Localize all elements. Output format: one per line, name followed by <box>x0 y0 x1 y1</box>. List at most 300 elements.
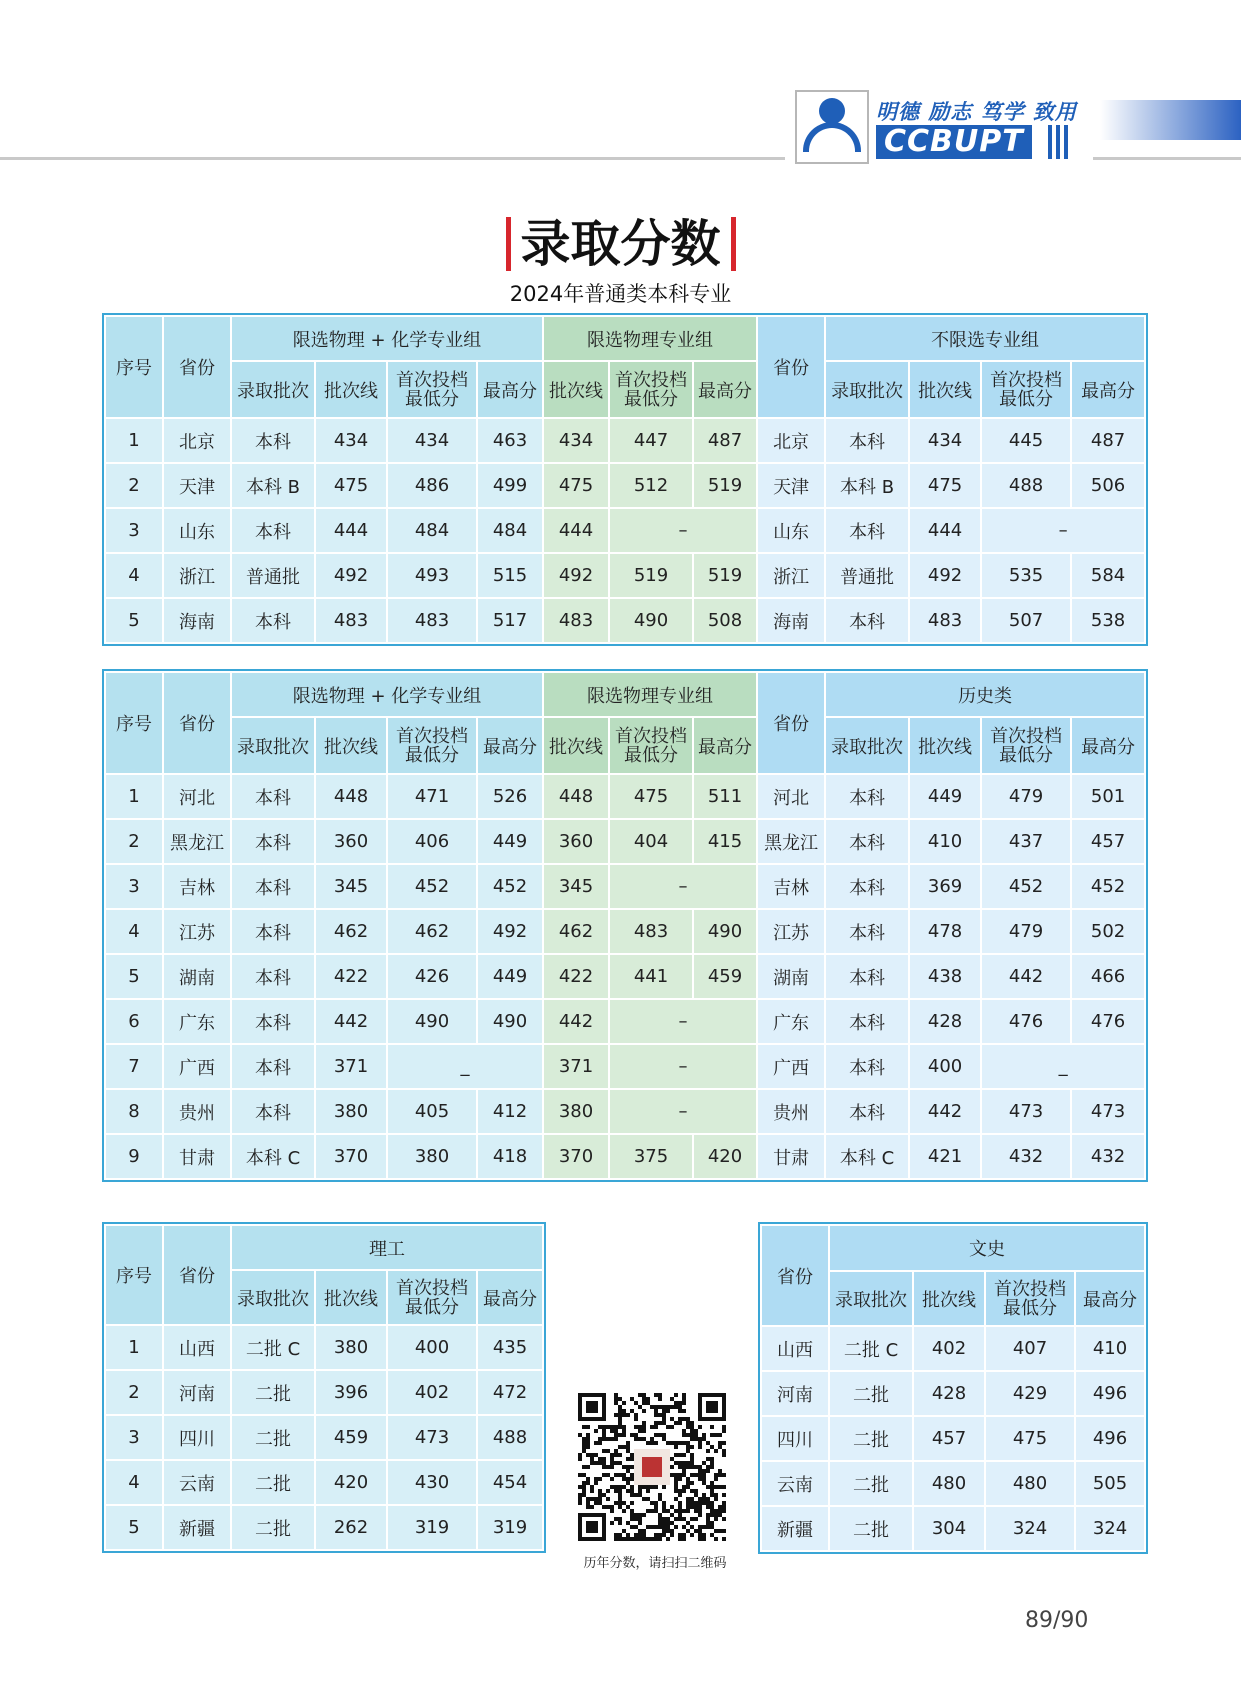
table-cell: 二批 <box>231 1415 315 1460</box>
table-cell: 400 <box>909 1044 981 1089</box>
table-cell: 475 <box>985 1416 1075 1461</box>
table-cell: 511 <box>693 774 757 819</box>
header-group-b: 限选物理专业组 <box>543 316 757 361</box>
table-row <box>105 1505 543 1550</box>
table-cell: 422 <box>315 954 387 999</box>
table-cell: 本科 C <box>231 1134 315 1179</box>
table-cell: 452 <box>477 864 543 909</box>
table-cell: 5 <box>105 954 163 999</box>
table-cell: 430 <box>387 1460 477 1505</box>
header-max-score: 最高分 <box>693 361 757 418</box>
table-cell: 473 <box>1071 1089 1145 1134</box>
table-cell: 5 <box>105 1505 163 1550</box>
table-cell: 四川 <box>761 1416 829 1461</box>
table-cell: 454 <box>477 1460 543 1505</box>
table-cell: 海南 <box>757 598 825 643</box>
table-cell: 452 <box>981 864 1071 909</box>
table-cell: 380 <box>315 1089 387 1134</box>
table-cell: 4 <box>105 1460 163 1505</box>
table-cell: 375 <box>609 1134 693 1179</box>
header-max-score: 最高分 <box>477 717 543 774</box>
table-cell: 506 <box>1071 463 1145 508</box>
header-max-score: 最高分 <box>1071 717 1145 774</box>
table-cell: 480 <box>985 1461 1075 1506</box>
header-group-c: 不限选专业组 <box>825 316 1145 361</box>
table-cell: 428 <box>913 1371 985 1416</box>
table-row <box>105 774 1145 819</box>
table-cell: 二批 <box>829 1416 913 1461</box>
table-cell: 本科 <box>825 954 909 999</box>
table-cell: 本科 <box>231 954 315 999</box>
logo-head-shape <box>819 98 845 124</box>
brand-bars-decoration <box>1048 125 1072 159</box>
table-row <box>105 1460 543 1505</box>
table-cell: 4 <box>105 909 163 954</box>
table-cell: 二批 <box>231 1460 315 1505</box>
header-rule-left <box>0 157 785 160</box>
page-subtitle: 2024年普通类本科专业 <box>509 282 732 306</box>
table-cell: 404 <box>609 819 693 864</box>
table-cell: 319 <box>387 1505 477 1550</box>
table-cell: 二批 <box>231 1505 315 1550</box>
table-cell: 天津 <box>757 463 825 508</box>
score-table-1 <box>104 315 1146 644</box>
table-cell: 457 <box>913 1416 985 1461</box>
table-row <box>761 1371 1145 1416</box>
header-seq: 序号 <box>105 1225 163 1325</box>
table-cell: 402 <box>913 1326 985 1371</box>
table-cell: 普通批 <box>825 553 909 598</box>
table-cell: 本科 <box>825 1089 909 1134</box>
table-cell: 2 <box>105 463 163 508</box>
header-line: 批次线 <box>315 361 387 418</box>
header-min-score: 首次投档 最低分 <box>387 1270 477 1325</box>
table-cell: 本科 <box>231 909 315 954</box>
school-motto: 明德 励志 笃学 致用 <box>876 99 1077 124</box>
table-cell: 广西 <box>163 1044 231 1089</box>
header-province-2: 省份 <box>757 672 825 774</box>
table-row <box>761 1326 1145 1371</box>
table-cell: 502 <box>1071 909 1145 954</box>
table-cell: 447 <box>609 418 693 463</box>
table-cell: 本科 <box>825 598 909 643</box>
table-cell: 492 <box>543 553 609 598</box>
table-cell: 490 <box>609 598 693 643</box>
table-cell: 434 <box>909 418 981 463</box>
table-cell: 贵州 <box>757 1089 825 1134</box>
header-batch: 录取批次 <box>825 361 909 418</box>
header-min-score: 首次投档 最低分 <box>981 361 1071 418</box>
table-cell: 本科 <box>231 819 315 864</box>
table-cell: 484 <box>477 508 543 553</box>
table-row <box>105 999 1145 1044</box>
table-cell: – <box>609 864 757 909</box>
table-cell: 本科 <box>825 508 909 553</box>
table-cell: 459 <box>315 1415 387 1460</box>
table-cell: 山东 <box>163 508 231 553</box>
table-cell: 452 <box>387 864 477 909</box>
table-cell: 420 <box>315 1460 387 1505</box>
table-cell: 442 <box>909 1089 981 1134</box>
table-cell: 江苏 <box>757 909 825 954</box>
table-cell: 河北 <box>757 774 825 819</box>
table-cell: 493 <box>387 553 477 598</box>
table-cell: _ <box>387 1044 543 1089</box>
table-cell: 488 <box>981 463 1071 508</box>
table-cell: 483 <box>609 909 693 954</box>
table-cell: 432 <box>981 1134 1071 1179</box>
table-cell: 二批 <box>829 1461 913 1506</box>
table-cell: 486 <box>387 463 477 508</box>
table-cell: 407 <box>985 1326 1075 1371</box>
table-cell: 本科 <box>231 864 315 909</box>
header-min-score: 首次投档 最低分 <box>387 361 477 418</box>
header-seq: 序号 <box>105 316 163 418</box>
table-cell: 415 <box>693 819 757 864</box>
school-logo <box>795 90 869 164</box>
table-cell: 435 <box>477 1325 543 1370</box>
table-row <box>761 1416 1145 1461</box>
table-cell: 501 <box>1071 774 1145 819</box>
table-cell: 吉林 <box>757 864 825 909</box>
qr-code[interactable] <box>578 1393 726 1541</box>
table-cell: 538 <box>1071 598 1145 643</box>
header-province: 省份 <box>163 672 231 774</box>
table-cell: 418 <box>477 1134 543 1179</box>
table-cell: 贵州 <box>163 1089 231 1134</box>
table-cell: 490 <box>477 999 543 1044</box>
table-cell: 5 <box>105 598 163 643</box>
table-cell: 本科 <box>231 774 315 819</box>
table-cell: 434 <box>387 418 477 463</box>
table-cell: 360 <box>315 819 387 864</box>
header-group-a: 限选物理 + 化学专业组 <box>231 672 543 717</box>
table-cell: 3 <box>105 1415 163 1460</box>
table-cell: 490 <box>387 999 477 1044</box>
table-cell: 浙江 <box>757 553 825 598</box>
table-cell: 421 <box>909 1134 981 1179</box>
table-cell: 二批 C <box>231 1325 315 1370</box>
table-row <box>105 1325 543 1370</box>
table-cell: 本科 <box>825 909 909 954</box>
header-province-2: 省份 <box>757 316 825 418</box>
table-cell: 345 <box>315 864 387 909</box>
table-cell: 462 <box>315 909 387 954</box>
table-cell: 山西 <box>761 1326 829 1371</box>
table-cell: 519 <box>693 463 757 508</box>
table-cell: 462 <box>543 909 609 954</box>
table-cell: 1 <box>105 1325 163 1370</box>
header-min-score: 首次投档 最低分 <box>609 361 693 418</box>
table-row <box>105 1134 1145 1179</box>
table-cell: 本科 <box>231 999 315 1044</box>
table-row <box>105 418 1145 463</box>
header-max-score: 最高分 <box>693 717 757 774</box>
table-cell: 492 <box>477 909 543 954</box>
table-cell: 402 <box>387 1370 477 1415</box>
table-cell: 本科 <box>825 1044 909 1089</box>
table-cell: 7 <box>105 1044 163 1089</box>
table-cell: 380 <box>387 1134 477 1179</box>
table-cell: 本科 <box>825 418 909 463</box>
table-cell: 本科 <box>231 508 315 553</box>
table-cell: 新疆 <box>163 1505 231 1550</box>
table-cell: 370 <box>315 1134 387 1179</box>
table-cell: 471 <box>387 774 477 819</box>
table-cell: 487 <box>693 418 757 463</box>
table-cell: – <box>609 999 757 1044</box>
header-line: 批次线 <box>543 361 609 418</box>
table-cell: 369 <box>909 864 981 909</box>
table-cell: 473 <box>981 1089 1071 1134</box>
header-min-score: 首次投档 最低分 <box>387 717 477 774</box>
table-row <box>761 1506 1145 1551</box>
table-cell: 475 <box>909 463 981 508</box>
header-seq: 序号 <box>105 672 163 774</box>
table-row <box>105 1415 543 1460</box>
table-cell: 475 <box>543 463 609 508</box>
table-cell: 476 <box>981 999 1071 1044</box>
table-cell: 380 <box>315 1325 387 1370</box>
table-cell: 345 <box>543 864 609 909</box>
table-row <box>761 1461 1145 1506</box>
table-cell: 475 <box>315 463 387 508</box>
table-cell: 304 <box>913 1506 985 1551</box>
table-cell: 1 <box>105 418 163 463</box>
table-cell: 499 <box>477 463 543 508</box>
header-batch: 录取批次 <box>231 361 315 418</box>
table-cell: 444 <box>315 508 387 553</box>
table-cell: 505 <box>1075 1461 1145 1506</box>
table-cell: 本科 <box>825 774 909 819</box>
table-cell: 406 <box>387 819 477 864</box>
table-cell: 380 <box>543 1089 609 1134</box>
table-cell: 448 <box>315 774 387 819</box>
header-max-score: 最高分 <box>1071 361 1145 418</box>
table-cell: 480 <box>913 1461 985 1506</box>
table-row <box>105 598 1145 643</box>
header-line: 批次线 <box>909 717 981 774</box>
page-title <box>0 214 1241 274</box>
table-cell: 370 <box>543 1134 609 1179</box>
header-province: 省份 <box>163 316 231 418</box>
table-cell: 449 <box>909 774 981 819</box>
table-cell: 437 <box>981 819 1071 864</box>
table-cell: 二批 <box>231 1370 315 1415</box>
table-cell: 北京 <box>757 418 825 463</box>
table-cell: 广东 <box>757 999 825 1044</box>
table-cell: 河南 <box>163 1370 231 1415</box>
table-cell: 本科 C <box>825 1134 909 1179</box>
page-title-text: 录取分数 <box>520 214 721 273</box>
table-cell: 湖南 <box>163 954 231 999</box>
table-cell: – <box>609 1044 757 1089</box>
table-cell: 天津 <box>163 463 231 508</box>
table-cell: 432 <box>1071 1134 1145 1179</box>
page-number: 89/90 <box>1025 1608 1089 1633</box>
table-cell: 广东 <box>163 999 231 1044</box>
header-batch: 录取批次 <box>825 717 909 774</box>
table-cell: 400 <box>387 1325 477 1370</box>
table-cell: 463 <box>477 418 543 463</box>
table-cell: 444 <box>543 508 609 553</box>
table-cell: _ <box>981 1044 1145 1089</box>
table-cell: 526 <box>477 774 543 819</box>
table-row <box>105 909 1145 954</box>
table-cell: 黑龙江 <box>757 819 825 864</box>
table-cell: 442 <box>543 999 609 1044</box>
header-line: 批次线 <box>315 1270 387 1325</box>
table-cell: 444 <box>909 508 981 553</box>
table-cell: 422 <box>543 954 609 999</box>
table-row <box>105 508 1145 553</box>
table-cell: 515 <box>477 553 543 598</box>
school-brand: CCBUPT <box>876 125 1032 159</box>
table-row <box>105 1044 1145 1089</box>
table-cell: 483 <box>387 598 477 643</box>
table-row <box>105 864 1145 909</box>
table-cell: 本科 <box>231 418 315 463</box>
table-cell: 普通批 <box>231 553 315 598</box>
table-cell: 山西 <box>163 1325 231 1370</box>
header-min-score: 首次投档 最低分 <box>609 717 693 774</box>
table-cell: 二批 C <box>829 1326 913 1371</box>
table-cell: 甘肃 <box>757 1134 825 1179</box>
table-cell: 508 <box>693 598 757 643</box>
table-cell: 441 <box>609 954 693 999</box>
table-row <box>105 463 1145 508</box>
table-cell: 496 <box>1075 1371 1145 1416</box>
table-cell: – <box>609 1089 757 1134</box>
table-cell: 412 <box>477 1089 543 1134</box>
table-cell: 442 <box>315 999 387 1044</box>
table-cell: 山东 <box>757 508 825 553</box>
table-cell: 本科 <box>825 864 909 909</box>
table-cell: 428 <box>909 999 981 1044</box>
table-cell: 江苏 <box>163 909 231 954</box>
table-cell: 519 <box>609 553 693 598</box>
table-cell: 492 <box>909 553 981 598</box>
table-cell: 488 <box>477 1415 543 1460</box>
table-cell: 442 <box>981 954 1071 999</box>
table-cell: 487 <box>1071 418 1145 463</box>
table-cell: 396 <box>315 1370 387 1415</box>
title-bar-right <box>731 217 736 271</box>
table-cell: 河北 <box>163 774 231 819</box>
table-cell: 二批 <box>829 1371 913 1416</box>
header-group-a: 限选物理 + 化学专业组 <box>231 316 543 361</box>
table-cell: 本科 <box>231 1044 315 1089</box>
table-cell: 二批 <box>829 1506 913 1551</box>
table-cell: 浙江 <box>163 553 231 598</box>
table-cell: 8 <box>105 1089 163 1134</box>
table-cell: 324 <box>985 1506 1075 1551</box>
score-table-science <box>104 1224 544 1551</box>
header-min-score: 首次投档 最低分 <box>985 1271 1075 1326</box>
table-row <box>105 1370 543 1415</box>
table-cell: 507 <box>981 598 1071 643</box>
table-cell: 2 <box>105 1370 163 1415</box>
header-max-score: 最高分 <box>1075 1271 1145 1326</box>
title-bar-left <box>506 217 511 271</box>
table-row <box>105 954 1145 999</box>
table-cell: 410 <box>909 819 981 864</box>
table-cell: 北京 <box>163 418 231 463</box>
header-group-arts: 文史 <box>829 1225 1145 1271</box>
table-cell: 429 <box>985 1371 1075 1416</box>
table-cell: 3 <box>105 864 163 909</box>
header-line: 批次线 <box>315 717 387 774</box>
qr-caption: 历年分数，请扫扫二维码 <box>583 1556 727 1571</box>
table-cell: 本科 <box>231 598 315 643</box>
table-cell: 517 <box>477 598 543 643</box>
table-cell: 广西 <box>757 1044 825 1089</box>
table-cell: 584 <box>1071 553 1145 598</box>
header-group-history: 历史类 <box>825 672 1145 717</box>
table-cell: 445 <box>981 418 1071 463</box>
header-province: 省份 <box>761 1225 829 1326</box>
table-cell: 448 <box>543 774 609 819</box>
table-cell: 438 <box>909 954 981 999</box>
header-batch: 录取批次 <box>829 1271 913 1326</box>
table-cell: 262 <box>315 1505 387 1550</box>
table-cell: 9 <box>105 1134 163 1179</box>
table-cell: 452 <box>1071 864 1145 909</box>
table-cell: 海南 <box>163 598 231 643</box>
table-cell: 476 <box>1071 999 1145 1044</box>
header-batch: 录取批次 <box>231 1270 315 1325</box>
table-cell: 479 <box>981 909 1071 954</box>
header-group-science: 理工 <box>231 1225 543 1270</box>
table-row <box>105 553 1145 598</box>
table-cell: 324 <box>1075 1506 1145 1551</box>
table-cell: 410 <box>1075 1326 1145 1371</box>
table-cell: 6 <box>105 999 163 1044</box>
table-cell: 459 <box>693 954 757 999</box>
table-cell: 云南 <box>761 1461 829 1506</box>
header-line: 批次线 <box>913 1271 985 1326</box>
header-max-score: 最高分 <box>477 1270 543 1325</box>
header-rule-right <box>1093 157 1241 160</box>
table-cell: 512 <box>609 463 693 508</box>
table-cell: 405 <box>387 1089 477 1134</box>
table-cell: 黑龙江 <box>163 819 231 864</box>
table-cell: 479 <box>981 774 1071 819</box>
table-row <box>105 819 1145 864</box>
table-cell: 本科 B <box>825 463 909 508</box>
table-cell: 甘肃 <box>163 1134 231 1179</box>
table-cell: 319 <box>477 1505 543 1550</box>
table-cell: 4 <box>105 553 163 598</box>
header-line: 批次线 <box>543 717 609 774</box>
table-cell: 484 <box>387 508 477 553</box>
table-cell: 434 <box>315 418 387 463</box>
table-cell: 466 <box>1071 954 1145 999</box>
table-cell: 472 <box>477 1370 543 1415</box>
table-cell: 371 <box>543 1044 609 1089</box>
table-cell: 492 <box>315 553 387 598</box>
table-cell: 490 <box>693 909 757 954</box>
table-cell: 426 <box>387 954 477 999</box>
table-cell: 本科 B <box>231 463 315 508</box>
table-cell: 371 <box>315 1044 387 1089</box>
table-cell: 四川 <box>163 1415 231 1460</box>
table-cell: 2 <box>105 819 163 864</box>
header-gradient-band <box>1100 100 1241 140</box>
header-line: 批次线 <box>909 361 981 418</box>
table-cell: 478 <box>909 909 981 954</box>
table-cell: – <box>981 508 1145 553</box>
